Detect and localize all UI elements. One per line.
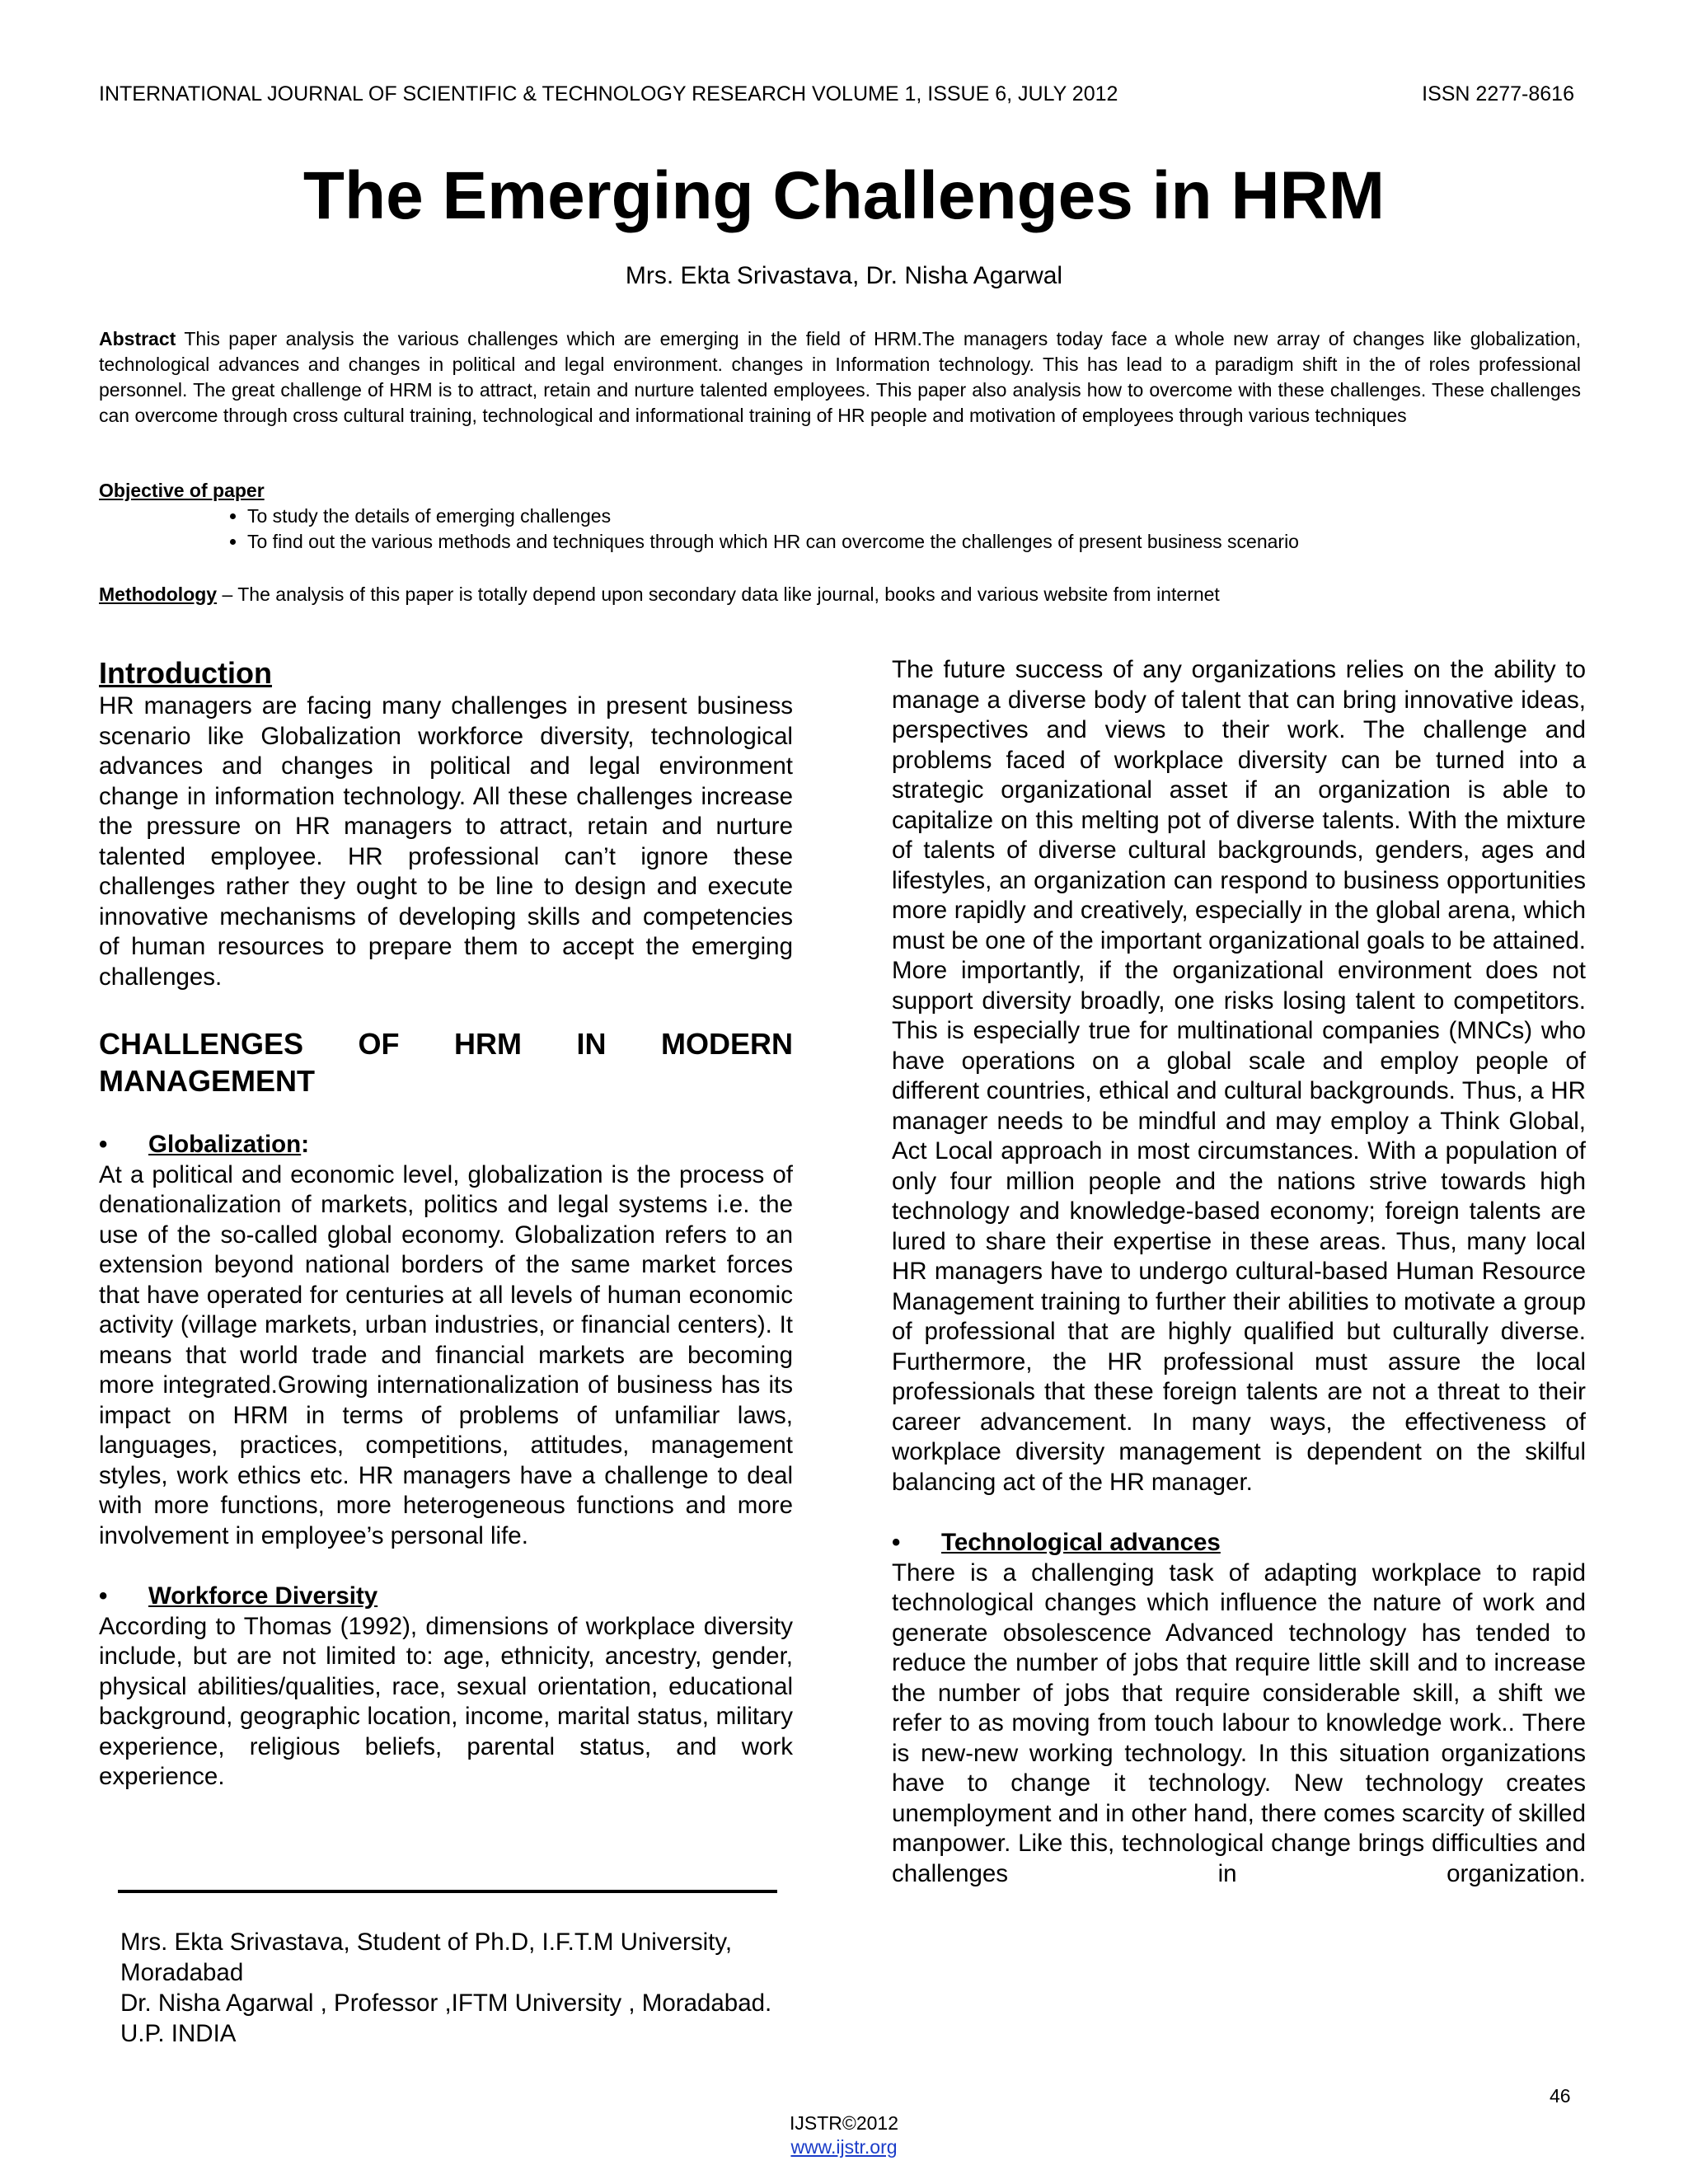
section-heading: CHALLENGES OF HRM IN MODERN MANAGEMENT: [99, 1027, 793, 1098]
paper-authors: Mrs. Ekta Srivastava, Dr. Nisha Agarwal: [625, 262, 1063, 289]
introduction-text: HR managers are facing many challenges in present business scenario like Globalization workforce diversity, technological advances and changes in political and legal environment change in information technology. All these challenges increase the pressure on HR managers to attract, retain and nurture talented employee. HR professional can’t ignore these challenges rather they ought to be line to design and execute innovative mechanisms of developing skills and competencies of human resources to prepare them to accept the emerging challenges.: [99, 692, 793, 991]
abstract-text: This paper analysis the various challenges which are emerging in the field of HRM.The managers today face a whole new array of changes like globalization, technological advances and changes in political and legal environment. changes in Information technology. This has lead to a paradigm shift in the of roles professional personnel. The great challenge of HRM is to attract, retain and nurture talented employees. This paper also analysis how to overcome with these challenges. These challenges can overcome through cross cultural training, technological and informational training of HR people and motivation of employees through various techniques: [99, 328, 1581, 426]
bullet-icon: •: [99, 1131, 108, 1158]
page-footer: [0, 2111, 1688, 2159]
bullet-icon: •: [892, 1529, 901, 1556]
left-column: [99, 655, 793, 1793]
journal-name: INTERNATIONAL JOURNAL OF SCIENTIFIC & TECHNOLOGY RESEARCH VOLUME 1, ISSUE 6, JULY 2012: [99, 82, 1118, 105]
introduction-heading: Introduction: [99, 656, 272, 690]
workforce-diversity-heading: • Workforce Diversity: [99, 1582, 793, 1612]
abstract-label: Abstract: [99, 328, 176, 349]
bullet-icon: •: [99, 1582, 108, 1610]
footnote-line: Mrs. Ekta Srivastava, Student of Ph.D, I.F.T.M University, Moradabad: [120, 1929, 733, 1986]
footnote-divider: [118, 1890, 777, 1893]
footnote-line: Dr. Nisha Agarwal , Professor ,IFTM University , Moradabad. U.P. INDIA: [120, 1990, 772, 2047]
technological-advances-heading: • Technological advances: [892, 1528, 1586, 1558]
diversity-text: The future success of any organizations relies on the ability to manage a diverse body of talent that can bring innovative ideas, perspectives and views to their work. The challenge and problems faced of workplace diversity can be turned into a strategic organizational asset if an organization is able to capitalize on this melting pot of diverse talents. With the mixture of talents of diverse cultural backgrounds, genders, ages and lifestyles, an organization can respond to business opportunities more rapidly and creatively, especially in the global arena, which must be one of the important organizational goals to be attained. More importantly, if the organizational environment does not support diversity broadly, one risks losing talent to competitors. This is especially true for multinational companies (MNCs) who have operations on a global scale and employ people of different countries, ethical and cultural backgrounds. Thus, a HR manager needs to be mindful and may employ a Think Global, Act Local approach in most circumstances. With a population of only four million people and the nations strive towards high technology and knowledge-based economy; foreign talents are lured to share their expertise in these areas. Thus, many local HR managers have to undergo cultural-based Human Resource Management training to further their abilities to motivate a group of professional that are highly qualified but culturally diverse. Furthermore, the HR professional must assure the local professionals that these foreign talents are not a threat to their career advancement. In many ways, the effectiveness of workplace diversity management is dependent on the skilful balancing act of the HR manager.: [892, 656, 1586, 1496]
objective-section: [99, 478, 1581, 555]
methodology-text: – The analysis of this paper is totally depend upon secondary data like journal, books and various website from internet: [217, 583, 1220, 605]
objective-list: [99, 504, 1581, 555]
abstract: [99, 326, 1581, 429]
workforce-diversity-text: According to Thomas (1992), dimensions of workplace diversity include, but are not limited to: age, ethnicity, ancestry, gender, physical abilities/qualities, race, sexual orientation, educational background, geographic location, income, marital status, military experience, religious beliefs, parental status, and work experience.: [99, 1612, 793, 1790]
objective-item: • To find out the various methods and techniques through which HR can overcome the challenges of present business scenario: [247, 529, 1581, 555]
methodology: [99, 582, 1581, 607]
objective-label: Objective of paper: [99, 480, 265, 501]
objective-item: • To study the details of emerging challenges: [247, 504, 1581, 529]
paper-title: The Emerging Challenges in HRM: [302, 158, 1386, 233]
running-header: [99, 82, 1574, 106]
author-footnote: [120, 1927, 796, 2049]
right-column: [892, 655, 1586, 1889]
technological-advances-text: There is a challenging task of adapting workplace to rapid technological changes which influence the nature of work and generate obsolescence Advanced technology has tended to reduce the number of jobs that require little skill and to increase the number of jobs that require considerable skill, a shift we refer to as moving from touch labour to knowledge work.. There is new-new working technology. In this situation organizations have to change it technology. New technology creates unemployment and in other hand, there comes scarcity of skilled manpower. Like this, technological change brings difficulties and challenges in organization.: [892, 1558, 1586, 1887]
globalization-text: At a political and economic level, globalization is the process of denationalization of markets, politics and legal systems i.e. the use of the so-called global economy. Globalization refers to an extension beyond national borders of the same market forces that have operated for centuries at all levels of human economic activity (village markets, urban industries, or financial centers). It means that world trade and financial markets are becoming more integrated.Growing internationalization of business has its impact on HRM in terms of problems of unfamiliar laws, languages, practices, competitions, attitudes, management styles, work ethics etc. HR managers have a challenge to deal with more functions, more heterogeneous functions and more involvement in employee’s personal life.: [99, 1160, 793, 1549]
copyright: IJSTR©2012: [789, 2112, 898, 2134]
methodology-label: Methodology: [99, 583, 218, 605]
issn: ISSN 2277-8616: [1422, 82, 1574, 105]
website-link[interactable]: www.ijstr.org: [790, 2136, 898, 2158]
page-number: 46: [1550, 2085, 1571, 2107]
globalization-heading: • Globalization:: [99, 1130, 793, 1160]
